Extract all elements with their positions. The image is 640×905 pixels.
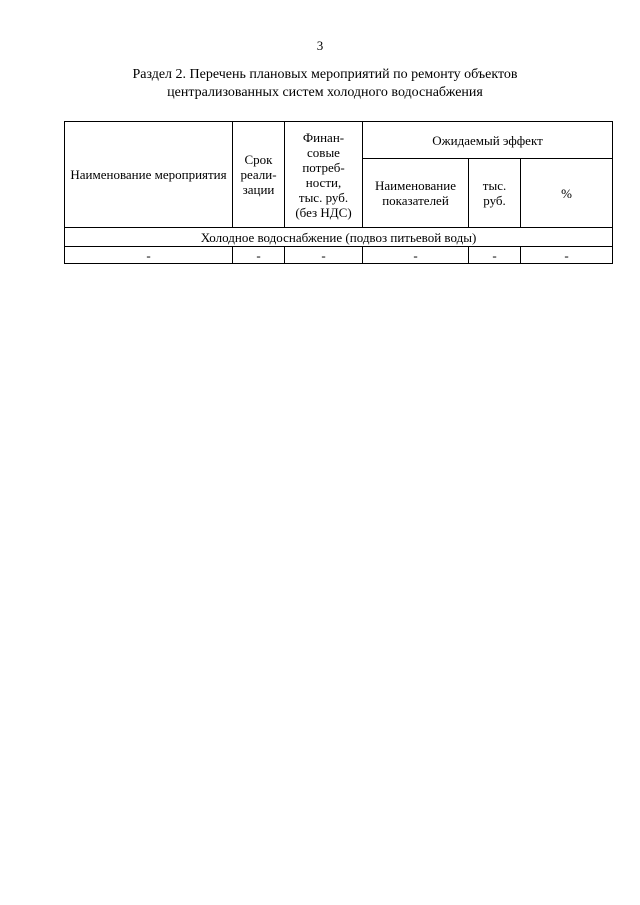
header-finance (285, 122, 363, 228)
table-cell: - (469, 247, 521, 264)
table-row (65, 247, 613, 264)
header-finance-line: ности, (305, 174, 342, 190)
header-term (233, 122, 285, 228)
header-term-line: Срок (244, 152, 273, 167)
header-finance-line: Финан- (302, 129, 345, 145)
section-title (70, 66, 580, 102)
header-finance-line: (без НДС) (295, 204, 352, 220)
table-cell: - (363, 247, 469, 264)
header-indicators-line: показателей (382, 193, 449, 208)
table-cell: - (521, 247, 613, 264)
group-row-label: Холодное водоснабжение (подвоз питьевой воды) (65, 228, 613, 247)
page-number: 3 (316, 38, 324, 53)
header-percent: % (521, 159, 613, 228)
header-expected-effect: Ожидаемый эффект (363, 122, 613, 159)
header-thousand-rub-line: руб. (483, 193, 506, 208)
section-title-line-1: Раздел 2. Перечень плановых мероприятий по ремонту объектов (132, 67, 518, 82)
header-term-line: зации (242, 182, 275, 197)
header-finance-line: тыс. руб. (298, 189, 349, 205)
section-title-line-2: централизованных систем холодного водоснабжения (167, 85, 483, 100)
table-cell: - (233, 247, 285, 264)
header-measure-name: Наименование мероприятия (65, 122, 233, 228)
header-thousand-rub (469, 159, 521, 228)
table-header-row (65, 122, 613, 159)
header-indicators (363, 159, 469, 228)
header-finance-line: совые (307, 144, 340, 160)
header-term-line: реали- (240, 167, 277, 182)
table-group-row (65, 228, 613, 247)
header-indicators-line: Наименование (375, 178, 456, 193)
table-cell: - (285, 247, 363, 264)
header-thousand-rub-line: тыс. (482, 178, 507, 193)
planned-measures-table (64, 121, 613, 264)
header-finance-line: потреб- (302, 159, 345, 175)
table-cell: - (65, 247, 233, 264)
